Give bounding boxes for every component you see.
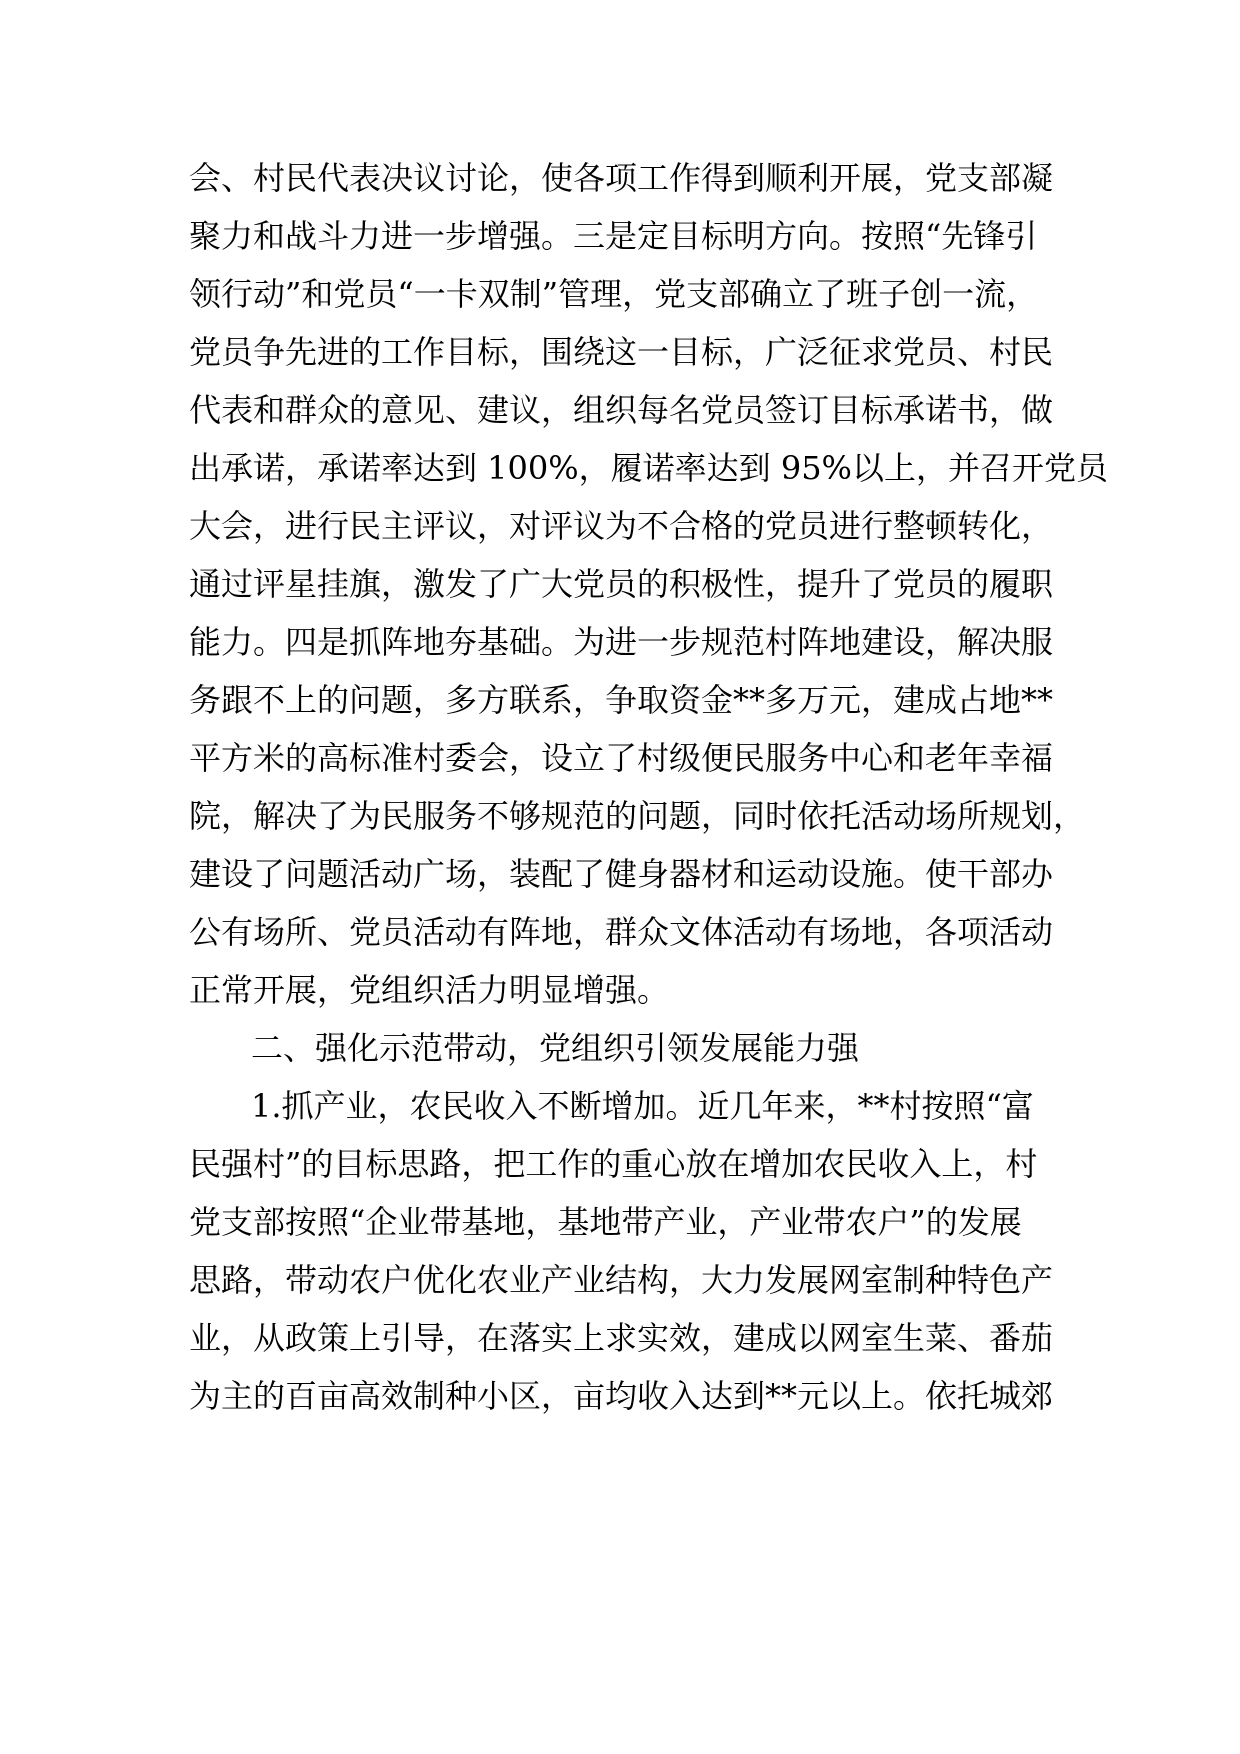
text-line: 代表和群众的意见、建议，组织每名党员签订目标承诺书，做 (189, 391, 1054, 429)
text-line: 务跟不上的问题，多方联系，争取资金**多万元，建成占地** (189, 681, 1054, 719)
text-line: 聚力和战斗力进一步增强。三是定目标明方向。按照“先锋引 (189, 217, 1038, 255)
text-line: 大会，进行民主评议，对评议为不合格的党员进行整顿转化， (189, 507, 1054, 545)
section-heading: 二、强化示范带动，党组织引领发展能力强 (251, 1029, 860, 1067)
text-line: 领行动”和党员“一卡双制”管理，党支部确立了班子创一流， (189, 275, 1039, 313)
text-line: 出承诺，承诺率达到 100%，履诺率达到 95%以上，并召开党员 (189, 449, 1108, 487)
text-line: 正常开展，党组织活力明显增强。 (189, 971, 670, 1009)
text-line: 为主的百亩高效制种小区，亩均收入达到**元以上。依托城郊 (189, 1377, 1054, 1415)
text-line: 平方米的高标准村委会，设立了村级便民服务中心和老年幸福 (189, 739, 1054, 777)
text-line: 党支部按照“企业带基地，基地带产业，产业带农户”的发展 (189, 1203, 1022, 1241)
text-line: 能力。四是抓阵地夯基础。为进一步规范村阵地建设，解决服 (189, 623, 1054, 661)
text-line: 党员争先进的工作目标，围绕这一目标，广泛征求党员、村民 (189, 333, 1054, 371)
text-line: 公有场所、党员活动有阵地，群众文体活动有场地，各项活动 (189, 913, 1054, 951)
text-line: 通过评星挂旗，激发了广大党员的积极性，提升了党员的履职 (189, 565, 1054, 603)
text-line: 业，从政策上引导，在落实上求实效，建成以网室生菜、番茄 (189, 1319, 1054, 1357)
text-line: 民强村”的目标思路，把工作的重心放在增加农民收入上，村 (189, 1145, 1038, 1183)
text-line: 建设了问题活动广场，装配了健身器材和运动设施。使干部办 (189, 855, 1054, 893)
text-line: 院，解决了为民服务不够规范的问题，同时依托活动场所规划， (189, 797, 1086, 835)
text-line: 思路，带动农户优化农业产业结构，大力发展网室制种特色产 (189, 1261, 1054, 1299)
text-line: 1.抓产业，农民收入不断增加。近几年来，**村按照“富 (251, 1087, 1034, 1125)
text-line: 会、村民代表决议讨论，使各项工作得到顺利开展，党支部凝 (189, 159, 1054, 197)
